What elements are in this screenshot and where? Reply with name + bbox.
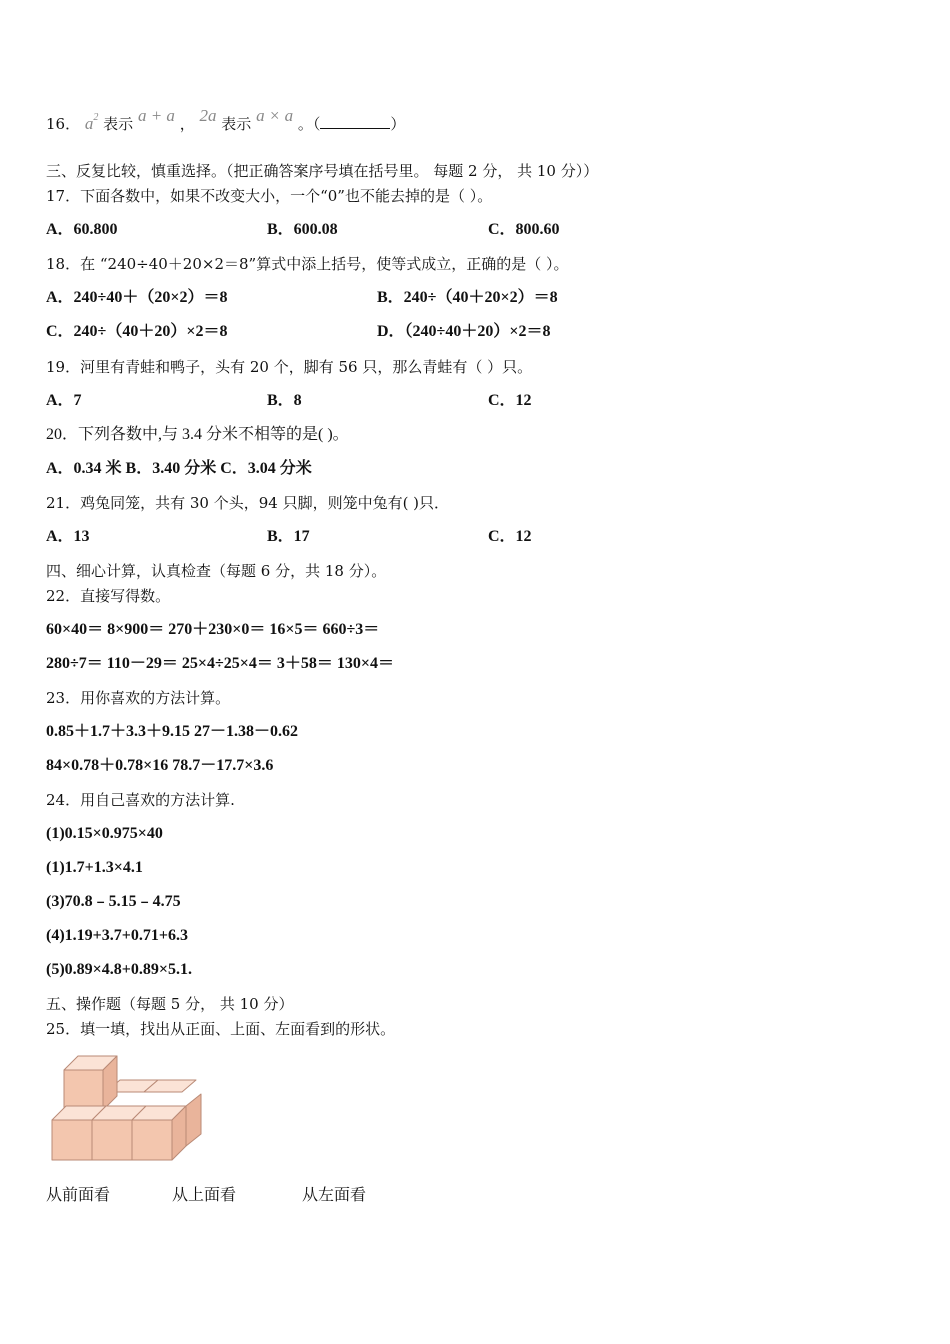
cube-upper-front <box>64 1070 103 1110</box>
question-24-item-3: (3)70.8﹣5.15﹣4.75 <box>46 893 181 910</box>
math-a-times-a: a × a <box>256 106 294 125</box>
cube-front-face-3 <box>132 1120 172 1160</box>
option-a: A．60.800 <box>46 221 118 238</box>
option-c: C．800.60 <box>488 221 560 238</box>
question-24-item-2: (1)1.7+1.3×4.1 <box>46 859 143 876</box>
option-b: B．600.08 <box>267 221 338 238</box>
math-2a: 2a <box>199 106 217 125</box>
cube-front-face-2 <box>92 1120 132 1160</box>
option-b: B．240÷（40＋20×2）＝8 <box>377 289 558 306</box>
cube-right-side-back <box>186 1094 201 1146</box>
question-19-stem: 19．河里有青蛙和鸭子，头有 20 个，脚有 56 只，那么青蛙有（ ）只。 <box>46 358 533 376</box>
question-25-stem: 25．填一填，找出从正面、上面、左面看到的形状。 <box>46 1020 396 1038</box>
question-23-row-1: 0.85＋1.7＋3.3＋9.15 27－1.38－0.62 <box>46 723 299 740</box>
math-a-plus-a: a + a <box>137 106 175 125</box>
question-16-number: 16． <box>46 115 81 133</box>
question-20-stem: 20．下列各数中,与 3.4 分米不相等的是( )。 <box>46 426 349 443</box>
question-24-stem: 24．用自己喜欢的方法计算. <box>46 791 235 809</box>
view-front-label: 从前面看 <box>46 1185 111 1204</box>
option-a: A．7 <box>46 392 82 409</box>
question-16: 16． $a^2$ 表示 a + a ， 2a 表示 a × a 。（ ） <box>46 106 406 133</box>
question-18-stem: 18．在 “240÷40＋20×2＝8”算式中添上括号，使等式成立，正确的是（ ）。 <box>46 255 569 273</box>
question-24-item-1: (1)0.15×0.975×40 <box>46 825 163 842</box>
option-a: A．13 <box>46 528 90 545</box>
section-4-title: 四、细心计算，认真检查（每题 6 分，共 18 分）。 <box>46 562 387 580</box>
question-23-stem: 23．用你喜欢的方法计算。 <box>46 689 231 707</box>
cube-front-face-1 <box>52 1120 92 1160</box>
question-22-stem: 22．直接写得数。 <box>46 587 171 605</box>
question-24-item-4: (4)1.19+3.7+0.71+6.3 <box>46 927 189 944</box>
view-left-label: 从左面看 <box>302 1185 367 1204</box>
answer-blank[interactable] <box>320 114 390 129</box>
option-b: B．17 <box>267 528 310 545</box>
option-a: A．240÷40＋（20×2）＝8 <box>46 289 228 306</box>
question-23-row-2: 84×0.78＋0.78×16 78.7－17.7×3.6 <box>46 757 274 774</box>
option-d: D．（240÷40＋20）×2＝8 <box>377 323 551 340</box>
question-22-row-2: 280÷7＝ 110－29＝ 25×4÷25×4＝ 3＋58＝ 130×4＝ <box>46 655 395 672</box>
option-c: C．240÷（40＋20）×2＝8 <box>46 323 228 340</box>
option-b: B．8 <box>267 392 302 409</box>
option-c: C．12 <box>488 528 532 545</box>
question-22-row-1: 60×40＝ 8×900＝ 270＋230×0＝ 16×5＝ 660÷3＝ <box>46 621 380 638</box>
question-17-stem: 17．下面各数中，如果不改变大小，一个“0”也不能去掉的是（ ）。 <box>46 187 493 205</box>
cube-stack-figure <box>46 1050 211 1170</box>
question-21-stem: 21．鸡兔同笼，共有 30 个头，94 只脚，则笼中兔有( )只． <box>46 494 450 512</box>
view-top-label: 从上面看 <box>172 1185 237 1204</box>
section-3-title: 三、反复比较，慎重选择。（把正确答案序号填在括号里。 每题 2 分， 共 10 分）） <box>46 162 599 180</box>
question-20-options: A．0.34 米 B．3.40 分米 C．3.04 分米 <box>46 460 312 477</box>
question-24-item-5: (5)0.89×4.8+0.89×5.1. <box>46 961 193 978</box>
section-5-title: 五、操作题（每题 5 分， 共 10 分） <box>46 995 294 1013</box>
math-a-squared: $a^2$ <box>84 112 99 133</box>
option-c: C．12 <box>488 392 532 409</box>
